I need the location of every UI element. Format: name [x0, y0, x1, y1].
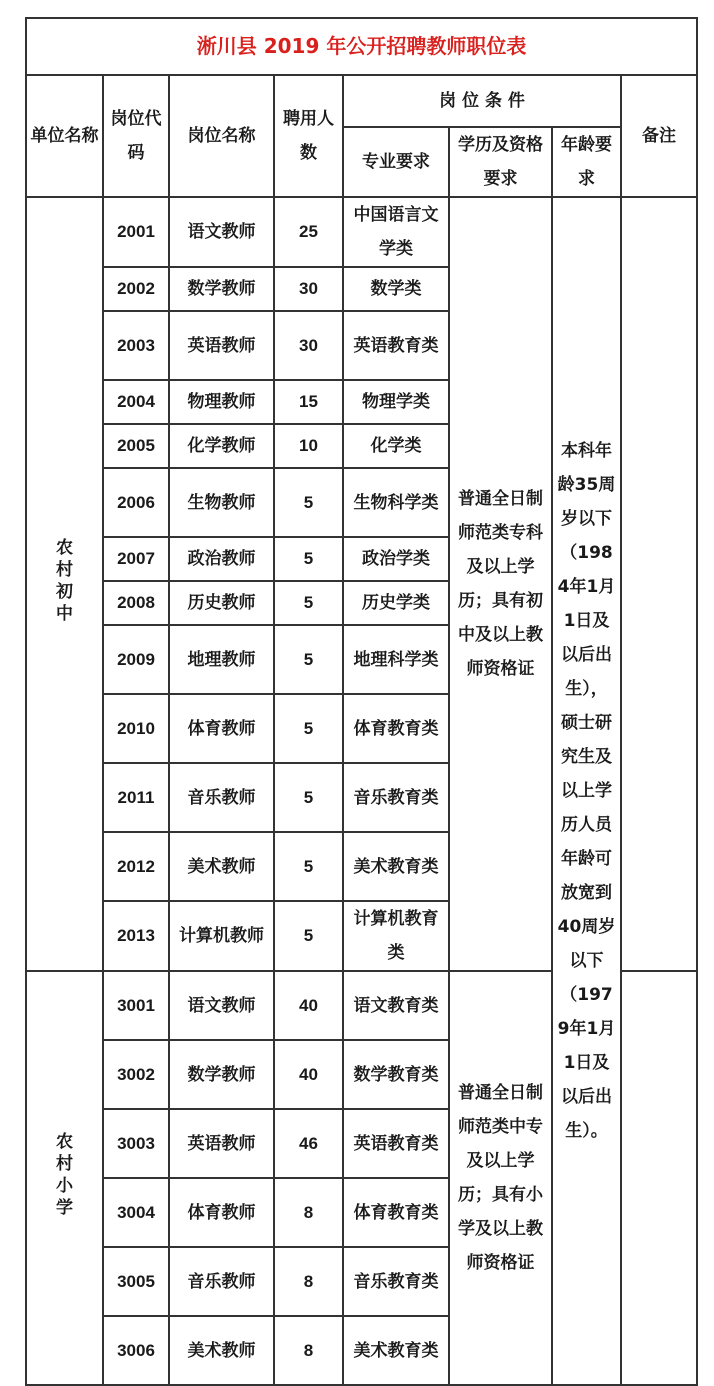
count-cell: 8 [274, 1247, 343, 1316]
age-requirement-cell: 本科年龄35周岁以下（1984年1月1日及以后出生），硕士研究生及以上学历人员年龄可放宽到40周岁以下（1979年1月1日及以后出生）。 [552, 197, 621, 1385]
header-count: 聘用人数 [274, 75, 343, 197]
major-cell: 美术教育类 [343, 832, 449, 901]
header-major: 专业要求 [343, 127, 449, 197]
code-cell: 2013 [103, 901, 169, 971]
header-conditions: 岗 位 条 件 [343, 75, 621, 127]
count-cell: 30 [274, 267, 343, 311]
count-cell: 5 [274, 537, 343, 581]
major-cell: 音乐教育类 [343, 763, 449, 832]
code-cell: 2003 [103, 311, 169, 380]
code-cell: 3003 [103, 1109, 169, 1178]
major-cell: 历史学类 [343, 581, 449, 625]
code-cell: 2012 [103, 832, 169, 901]
count-cell: 40 [274, 971, 343, 1040]
header-note: 备注 [621, 75, 697, 197]
name-cell: 语文教师 [169, 197, 274, 267]
major-cell: 英语教育类 [343, 1109, 449, 1178]
major-cell: 政治学类 [343, 537, 449, 581]
count-cell: 5 [274, 468, 343, 537]
major-cell: 数学教育类 [343, 1040, 449, 1109]
count-cell: 5 [274, 901, 343, 971]
header-age: 年龄要求 [552, 127, 621, 197]
name-cell: 音乐教师 [169, 1247, 274, 1316]
code-cell: 2010 [103, 694, 169, 763]
code-cell: 2006 [103, 468, 169, 537]
name-cell: 物理教师 [169, 380, 274, 424]
code-cell: 2008 [103, 581, 169, 625]
major-cell: 计算机教育类 [343, 901, 449, 971]
count-cell: 8 [274, 1178, 343, 1247]
major-cell: 美术教育类 [343, 1316, 449, 1385]
name-cell: 音乐教师 [169, 763, 274, 832]
name-cell: 数学教师 [169, 1040, 274, 1109]
code-cell: 2005 [103, 424, 169, 468]
count-cell: 46 [274, 1109, 343, 1178]
major-cell: 体育教育类 [343, 694, 449, 763]
code-cell: 2002 [103, 267, 169, 311]
code-cell: 2007 [103, 537, 169, 581]
header-name: 岗位名称 [169, 75, 274, 197]
header-unit: 单位名称 [26, 75, 103, 197]
major-cell: 数学类 [343, 267, 449, 311]
job-position-table [25, 17, 698, 1386]
code-cell: 2011 [103, 763, 169, 832]
name-cell: 体育教师 [169, 694, 274, 763]
name-cell: 生物教师 [169, 468, 274, 537]
table-row [26, 197, 697, 267]
note-cell [621, 197, 697, 971]
count-cell: 8 [274, 1316, 343, 1385]
education-cell: 普通全日制师范类中专及以上学历；具有小学及以上教师资格证 [449, 971, 552, 1385]
name-cell: 美术教师 [169, 832, 274, 901]
major-cell: 体育教育类 [343, 1178, 449, 1247]
code-cell: 3001 [103, 971, 169, 1040]
note-cell [621, 971, 697, 1385]
code-cell: 2009 [103, 625, 169, 694]
count-cell: 10 [274, 424, 343, 468]
major-cell: 英语教育类 [343, 311, 449, 380]
header-code: 岗位代码 [103, 75, 169, 197]
count-cell: 40 [274, 1040, 343, 1109]
code-cell: 2001 [103, 197, 169, 267]
name-cell: 地理教师 [169, 625, 274, 694]
count-cell: 25 [274, 197, 343, 267]
code-cell: 2004 [103, 380, 169, 424]
major-cell: 化学类 [343, 424, 449, 468]
name-cell: 数学教师 [169, 267, 274, 311]
major-cell: 地理科学类 [343, 625, 449, 694]
major-cell: 生物科学类 [343, 468, 449, 537]
unit-label: 农村小学 [56, 1132, 73, 1218]
name-cell: 英语教师 [169, 1109, 274, 1178]
code-cell: 3002 [103, 1040, 169, 1109]
count-cell: 5 [274, 694, 343, 763]
code-cell: 3006 [103, 1316, 169, 1385]
code-cell: 3004 [103, 1178, 169, 1247]
count-cell: 15 [274, 380, 343, 424]
count-cell: 5 [274, 625, 343, 694]
name-cell: 英语教师 [169, 311, 274, 380]
table-title: 淅川县 2019 年公开招聘教师职位表 [26, 18, 697, 75]
name-cell: 计算机教师 [169, 901, 274, 971]
unit-cell [26, 971, 103, 1385]
code-cell: 3005 [103, 1247, 169, 1316]
count-cell: 5 [274, 581, 343, 625]
name-cell: 历史教师 [169, 581, 274, 625]
name-cell: 语文教师 [169, 971, 274, 1040]
major-cell: 语文教育类 [343, 971, 449, 1040]
unit-label: 农村初中 [56, 538, 73, 624]
education-cell: 普通全日制师范类专科及以上学历；具有初中及以上教师资格证 [449, 197, 552, 971]
count-cell: 5 [274, 832, 343, 901]
header-education: 学历及资格要求 [449, 127, 552, 197]
name-cell: 化学教师 [169, 424, 274, 468]
unit-cell [26, 197, 103, 971]
name-cell: 体育教师 [169, 1178, 274, 1247]
count-cell: 5 [274, 763, 343, 832]
count-cell: 30 [274, 311, 343, 380]
major-cell: 中国语言文学类 [343, 197, 449, 267]
name-cell: 政治教师 [169, 537, 274, 581]
name-cell: 美术教师 [169, 1316, 274, 1385]
major-cell: 物理学类 [343, 380, 449, 424]
major-cell: 音乐教育类 [343, 1247, 449, 1316]
